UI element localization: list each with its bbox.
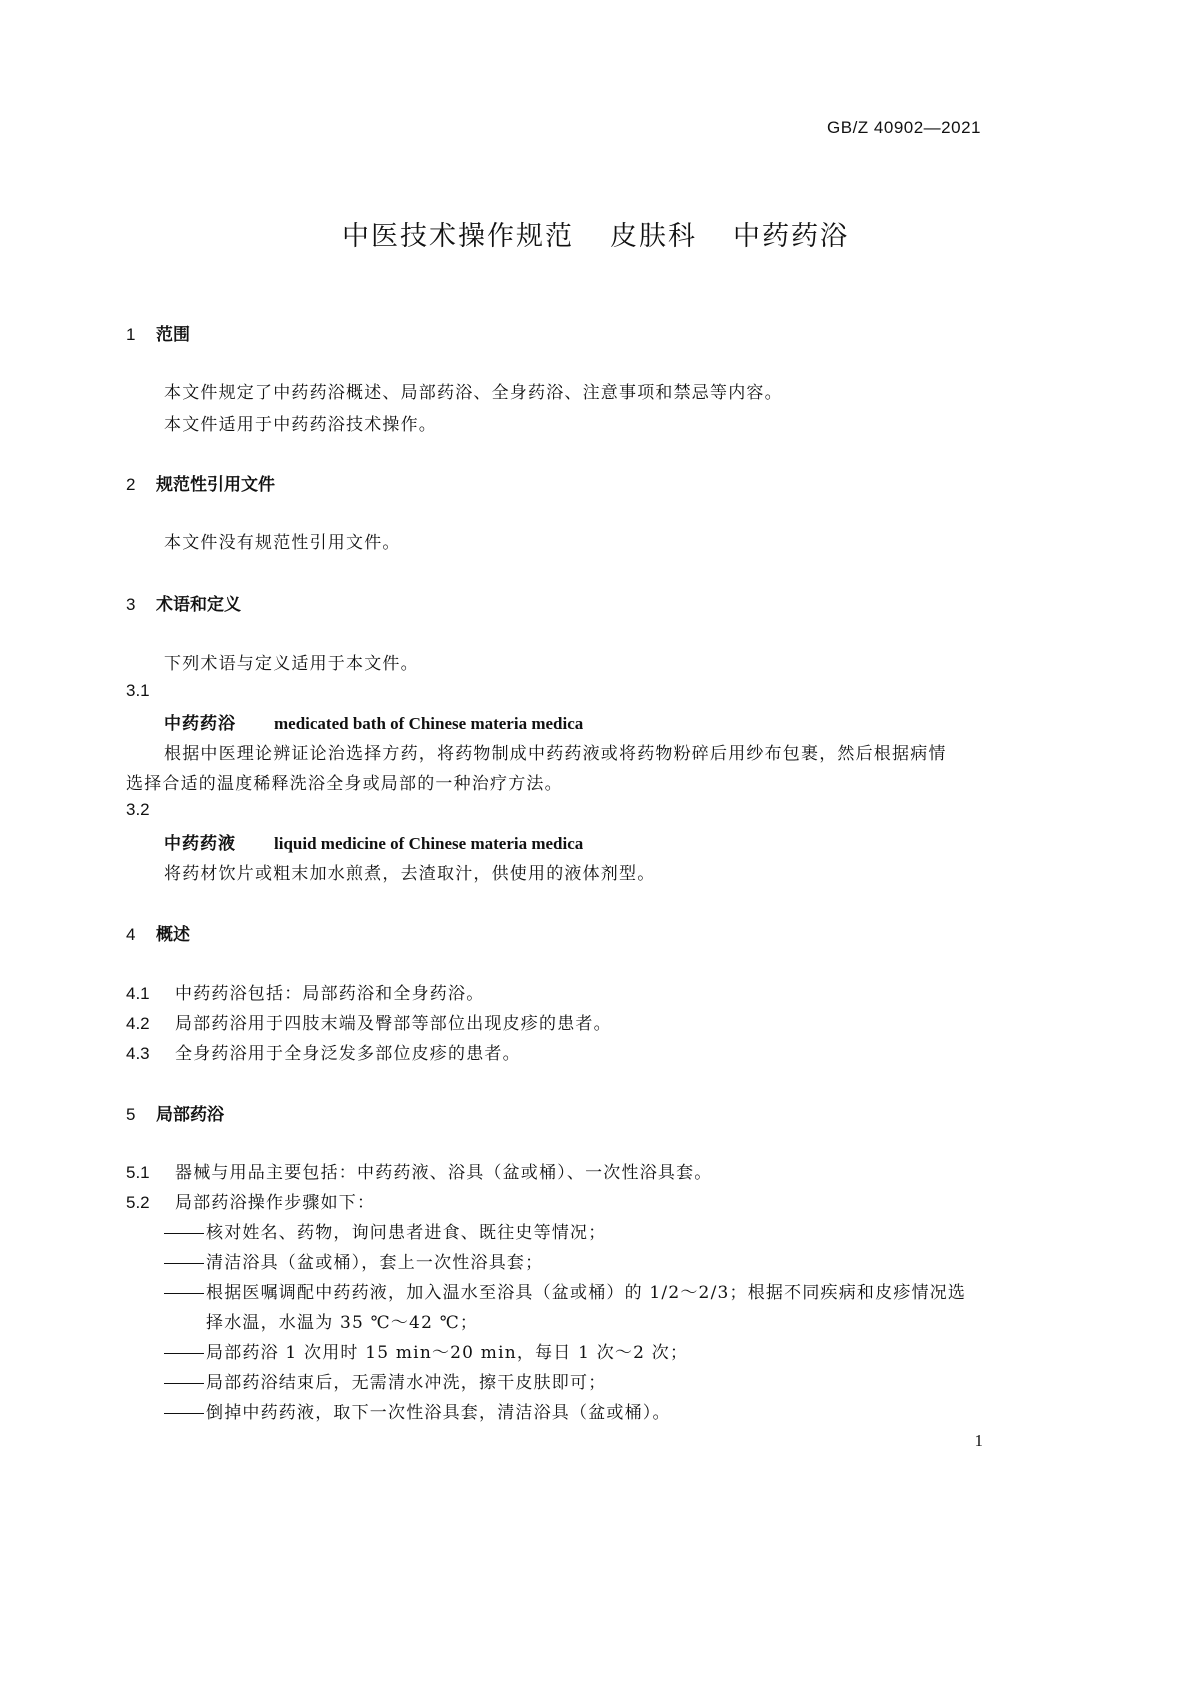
s1-paragraph-2: 本文件适用于中药药浴技术操作。: [164, 415, 437, 435]
list-item-text: 局部药浴结束后，无需清水冲洗，擦干皮肤即可；: [206, 1373, 607, 1393]
term-entry: [164, 709, 583, 734]
clause-4-2: [126, 1009, 612, 1034]
clause-5-1: [126, 1158, 713, 1183]
term-english: liquid medicine of Chinese materia medica: [274, 834, 584, 853]
section-number: 1: [126, 325, 136, 344]
section-3-heading: [126, 590, 241, 615]
clause-number: 5.1: [126, 1163, 150, 1182]
dash-marker: [164, 1353, 204, 1354]
s3-paragraph-1: 下列术语与定义适用于本文件。: [164, 654, 419, 674]
list-item: [164, 1278, 966, 1303]
clause-text: 中药药浴包括：局部药浴和全身药浴。: [175, 984, 485, 1004]
clause-4-1: [126, 979, 484, 1004]
term-number: 3.2: [126, 800, 150, 819]
dash-marker: [164, 1263, 204, 1264]
clause-text: 局部药浴用于四肢末端及臀部等部位出现皮疹的患者。: [175, 1014, 612, 1034]
s2-paragraph-1: 本文件没有规范性引用文件。: [164, 533, 401, 553]
page-number: 1: [974, 1431, 983, 1450]
term-definition: 将药材饮片或粗末加水煎煮，去渣取汁，供使用的液体剂型。: [164, 864, 656, 884]
clause-text: 全身药浴用于全身泛发多部位皮疹的患者。: [175, 1044, 521, 1064]
list-item-cont: 择水温，水温为 35 ℃～42 ℃；: [206, 1313, 479, 1333]
dash-marker: [164, 1293, 204, 1294]
term-chinese: 中药药浴: [164, 714, 236, 734]
clause-text: 局部药浴操作步骤如下：: [175, 1193, 376, 1213]
list-item: [164, 1248, 543, 1273]
term-definition: 根据中医理论辨证论治选择方药，将药物制成中药药液或将药物粉碎后用纱布包裹，然后根据病情: [164, 744, 947, 764]
section-number: 5: [126, 1105, 136, 1124]
clause-number: 4.2: [126, 1014, 150, 1033]
term-number: 3.1: [126, 681, 150, 700]
page-title: [0, 214, 1191, 253]
standard-number: GB/Z 40902—2021: [827, 118, 981, 137]
dash-marker: [164, 1413, 204, 1414]
clause-text: 器械与用品主要包括：中药药液、浴具（盆或桶）、一次性浴具套。: [175, 1163, 713, 1183]
clause-number: 5.2: [126, 1193, 150, 1212]
term-english: medicated bath of Chinese materia medica: [274, 714, 584, 733]
section-title: 概述: [156, 925, 190, 945]
dash-marker: [164, 1383, 204, 1384]
clause-number: 4.1: [126, 984, 150, 1003]
list-item-text: 倒掉中药药液，取下一次性浴具套，清洁浴具（盆或桶）。: [206, 1403, 671, 1423]
term-entry: [164, 829, 583, 854]
section-2-heading: [126, 470, 275, 495]
list-item-text: 清洁浴具（盆或桶），套上一次性浴具套；: [206, 1253, 544, 1273]
title-part-2: 皮肤科: [610, 221, 697, 252]
list-item: [164, 1398, 671, 1423]
list-item: [164, 1218, 606, 1243]
section-title: 规范性引用文件: [156, 475, 275, 495]
clause-4-3: [126, 1039, 521, 1064]
section-number: 2: [126, 475, 136, 494]
clause-5-2: [126, 1188, 375, 1213]
title-part-3: 中药药浴: [733, 221, 849, 252]
section-title: 范围: [156, 325, 190, 345]
list-item-text: 根据医嘱调配中药药液，加入温水至浴具（盆或桶）的 1/2～2/3；根据不同疾病和皮疹情况选: [206, 1283, 967, 1303]
list-item: [164, 1338, 688, 1363]
section-title: 术语和定义: [156, 595, 241, 615]
clause-number: 4.3: [126, 1044, 150, 1063]
list-item-text: 核对姓名、药物，询问患者进食、既往史等情况；: [206, 1223, 607, 1243]
section-number: 4: [126, 925, 136, 944]
section-title: 局部药浴: [156, 1105, 224, 1125]
title-part-1: 中医技术操作规范: [342, 221, 574, 252]
dash-marker: [164, 1233, 204, 1234]
list-item: [164, 1368, 606, 1393]
section-4-heading: [126, 920, 190, 945]
term-chinese: 中药药液: [164, 834, 236, 854]
term-definition-cont: 选择合适的温度稀释洗浴全身或局部的一种治疗方法。: [126, 774, 563, 794]
section-1-heading: [126, 320, 190, 345]
list-item-text: 局部药浴 1 次用时 15 min～20 min，每日 1 次～2 次；: [206, 1343, 689, 1363]
section-number: 3: [126, 595, 136, 614]
section-5-heading: [126, 1100, 224, 1125]
s1-paragraph-1: 本文件规定了中药药浴概述、局部药浴、全身药浴、注意事项和禁忌等内容。: [164, 383, 783, 403]
